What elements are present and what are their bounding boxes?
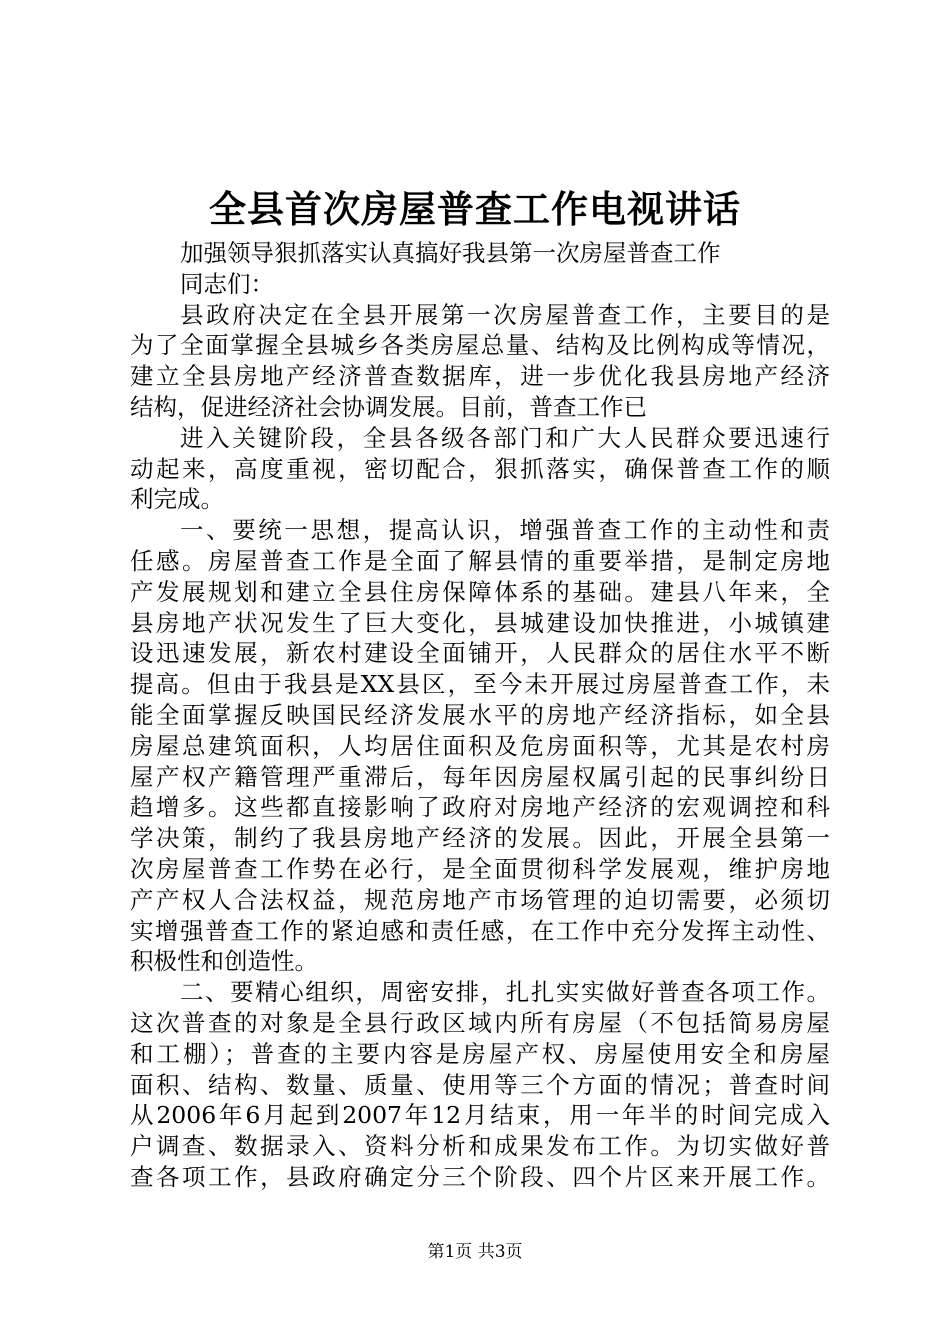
text-line: 动起来，高度重视，密切配合，狠抓落实，确保普查工作的顺 — [130, 454, 830, 483]
text-line: 户调查、数据录入、资料分析和成果发布工作。为切实做好普 — [130, 1132, 830, 1161]
text-line: 利完成。 — [130, 485, 224, 514]
text-line: 进入关键阶段，全县各级各部门和广大人民群众要迅速行 — [180, 423, 830, 452]
text-line: 一、要统一思想，提高认识，增强普查工作的主动性和责 — [180, 516, 830, 545]
text-line: 查各项工作，县政府确定分三个阶段、四个片区来开展工作。 — [130, 1162, 830, 1191]
text-line: 提高。但由于我县是XX县区，至今未开展过房屋普查工作，未 — [130, 670, 830, 699]
text-line: 趋增多。这些都直接影响了政府对房地产经济的宏观调控和科 — [130, 793, 830, 822]
text-line: 结构，促进经济社会协调发展。目前，普查工作已 — [130, 392, 647, 421]
text-line: 二、要精心组织，周密安排，扎扎实实做好普查各项工作。 — [180, 978, 830, 1007]
text-line: 实增强普查工作的紧迫感和责任感，在工作中充分发挥主动性、 — [130, 916, 830, 945]
text-line: 产发展规划和建立全县住房保障体系的基础。建县八年来，全 — [130, 577, 830, 606]
text-line: 学决策，制约了我县房地产经济的发展。因此，开展全县第一 — [130, 824, 830, 853]
text-line: 产产权人合法权益，规范房地产市场管理的迫切需要，必须切 — [130, 885, 830, 914]
text-line: 从2006年6月起到2007年12月结束，用一年半的时间完成入 — [130, 1101, 830, 1130]
text-line: 设迅速发展，新农村建设全面铺开，人民群众的居住水平不断 — [130, 639, 830, 668]
text-line: 为了全面掌握全县城乡各类房屋总量、结构及比例构成等情况， — [130, 331, 830, 360]
text-line: 同志们： — [180, 269, 274, 298]
text-line: 加强领导狠抓落实认真搞好我县第一次房屋普查工作 — [180, 239, 721, 267]
document-body — [130, 238, 830, 1193]
text-line: 积极性和创造性。 — [130, 947, 318, 976]
text-line: 建立全县房地产经济普查数据库，进一步优化我县房地产经济 — [130, 362, 830, 391]
text-line: 这次普查的对象是全县行政区域内所有房屋（不包括简易房屋 — [130, 1008, 830, 1037]
text-line: 面积、结构、数量、质量、使用等三个方面的情况；普查时间 — [130, 1070, 830, 1099]
text-line: 房屋总建筑面积，人均居住面积及危房面积等，尤其是农村房 — [130, 731, 830, 760]
text-line: 任感。房屋普查工作是全面了解县情的重要举措，是制定房地 — [130, 546, 830, 575]
text-line: 和工棚）；普查的主要内容是房屋产权、房屋使用安全和房屋 — [130, 1039, 830, 1068]
page-footer: 第1页 共3页 — [427, 1242, 523, 1262]
text-line: 县政府决定在全县开展第一次房屋普查工作，主要目的是 — [180, 300, 830, 329]
text-line: 屋产权产籍管理严重滞后，每年因房屋权属引起的民事纠纷日 — [130, 762, 830, 791]
text-line: 次房屋普查工作势在必行，是全面贯彻科学发展观，维护房地 — [130, 854, 830, 883]
text-line: 县房地产状况发生了巨大变化，县城建设加快推进，小城镇建 — [130, 608, 830, 637]
text-line: 能全面掌握反映国民经济发展水平的房地产经济指标，如全县 — [130, 700, 830, 729]
document-title: 全县首次房屋普查工作电视讲话 — [209, 187, 741, 231]
